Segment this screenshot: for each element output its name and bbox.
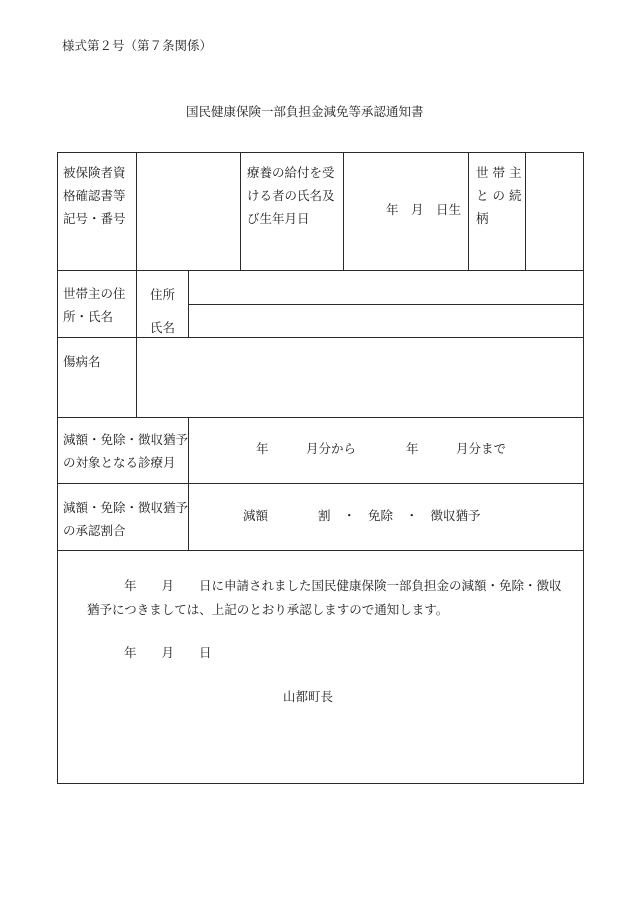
insured-cert-label-line1: 被保険者資 xyxy=(63,165,126,180)
householder-label-line2: 所・氏名 xyxy=(63,309,114,324)
target-period-text: 年 月分から 年 月分まで xyxy=(256,441,507,456)
relation-label-line2: と の 続 xyxy=(476,188,522,203)
signer-name: 山都町長 xyxy=(283,689,334,704)
birth-date-text: 年 月 日生 xyxy=(386,202,462,217)
approval-ratio-label-line1: 減額・免除・徴収猶予 xyxy=(63,500,189,515)
approval-ratio-text: 減額 割 ・ 免除 ・ 徴収猶予 xyxy=(243,508,481,523)
notice-text-line2: 猶予につきましては、上記のとおり承認しますので通知します。 xyxy=(87,602,449,617)
insured-cert-label-line2: 格確認書等 xyxy=(63,188,126,203)
name-label: 氏名 xyxy=(150,320,176,335)
document-title: 国民健康保険一部負担金減免等承認通知書 xyxy=(186,104,424,119)
insured-cert-label-line3: 記号・番号 xyxy=(63,211,126,226)
address-field[interactable] xyxy=(189,271,583,304)
relation-label-line3: 柄 xyxy=(476,211,489,226)
householder-name-field[interactable] xyxy=(189,305,583,337)
target-month-label-line1: 減額・免除・徴収猶予 xyxy=(63,432,189,447)
address-label: 住所 xyxy=(150,287,176,302)
target-month-label-line2: の対象となる診療月 xyxy=(63,455,176,470)
form-number: 様式第２号（第７条関係） xyxy=(62,38,213,53)
householder-label-line1: 世帯主の住 xyxy=(63,286,126,301)
disease-label: 傷病名 xyxy=(63,354,101,369)
notice-text-line1: 年 月 日に申請されました国民健康保険一部負担金の減額・免除・徴収 xyxy=(124,578,562,593)
recipient-label-line2: ける者の氏名及 xyxy=(247,188,335,203)
recipient-label-line3: び生年月日 xyxy=(247,211,310,226)
notice-date: 年 月 日 xyxy=(124,645,212,660)
approval-ratio-label-line2: の承認割合 xyxy=(63,523,126,538)
relation-field[interactable] xyxy=(526,153,583,270)
insured-cert-number-field[interactable] xyxy=(137,153,240,270)
disease-field[interactable] xyxy=(137,338,583,417)
recipient-label-line1: 療養の給付を受 xyxy=(247,165,335,180)
relation-label-line1: 世 帯 主 xyxy=(476,165,522,180)
